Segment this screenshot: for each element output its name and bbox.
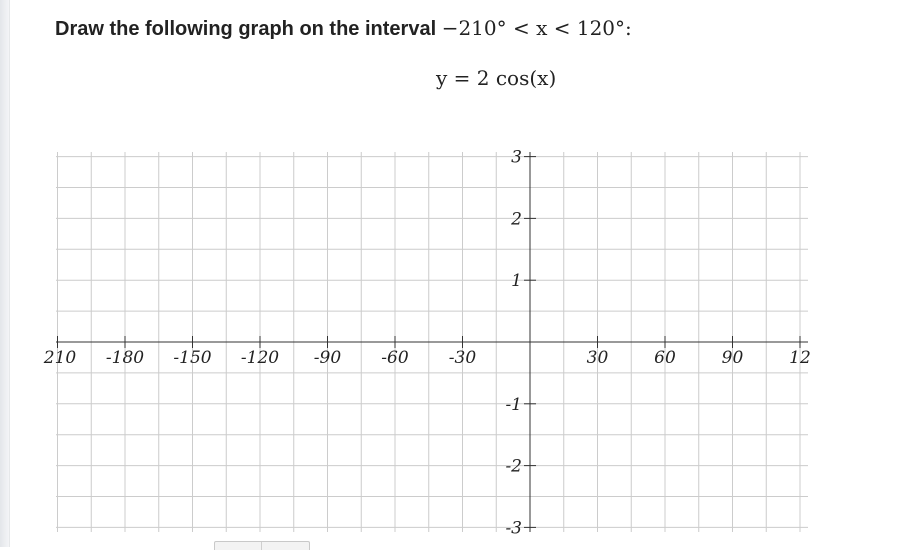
question-interval: −210° < x < 120°: <box>441 16 632 40</box>
x-tick-label: -180 <box>105 348 145 368</box>
y-tick-label: -3 <box>505 518 522 539</box>
y-tick-label: 2 <box>511 209 522 230</box>
y-tick-label: 1 <box>511 271 522 292</box>
x-tick-label: 90 <box>721 348 744 368</box>
x-tick-label: 60 <box>654 348 676 368</box>
y-tick-label: 3 <box>511 147 522 168</box>
x-tick-label: 210 <box>43 348 77 368</box>
x-tick-label: 30 <box>586 348 609 368</box>
question-prefix: Draw the following graph on the interval <box>55 18 442 40</box>
graph-tool-divider <box>261 542 262 550</box>
x-tick-label: -60 <box>381 348 409 368</box>
x-tick-label: -150 <box>173 348 212 368</box>
x-tick-label: -90 <box>313 348 342 368</box>
y-tick-label: -2 <box>505 456 522 477</box>
y-tick-label: -1 <box>505 394 522 415</box>
x-tick-label: -120 <box>240 348 280 368</box>
graph-tool-control[interactable] <box>214 541 310 550</box>
x-tick-label: 12 <box>789 348 811 368</box>
equation: y = 2 cos(x) <box>436 66 557 90</box>
x-tick-label: -30 <box>448 348 477 368</box>
